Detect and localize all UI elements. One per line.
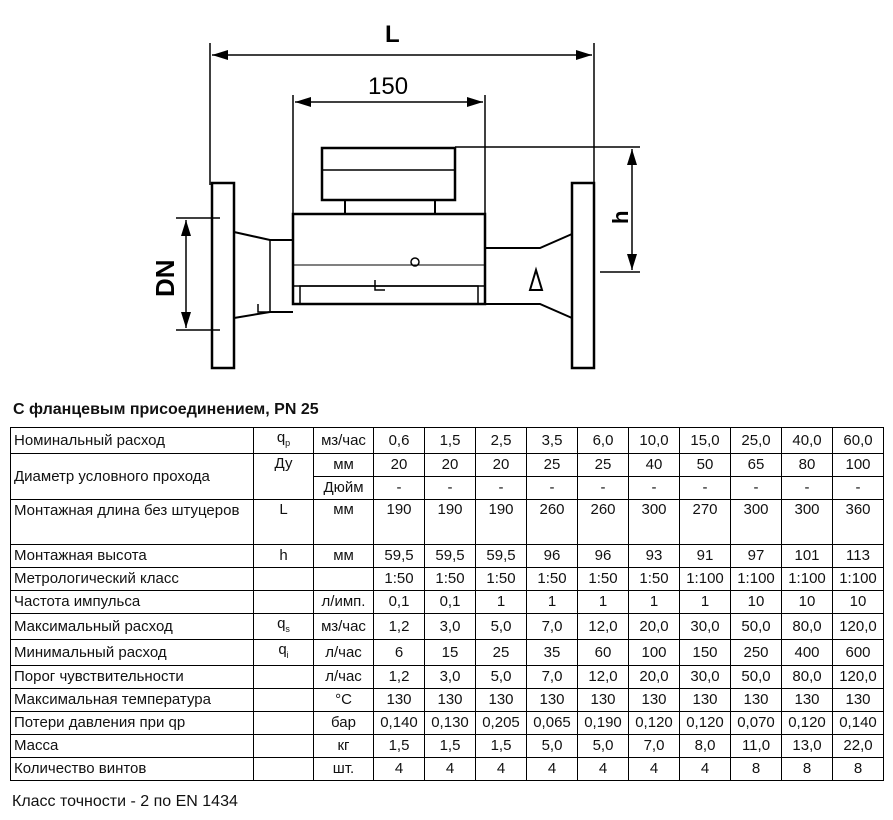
table-cell: 10 (731, 591, 782, 614)
table-cell: 50 (680, 454, 731, 477)
table-cell: 3,0 (425, 666, 476, 689)
table-row (11, 591, 884, 614)
row-unit: мз/час (314, 614, 374, 640)
table-cell: 60,0 (833, 428, 884, 454)
row-symbol: Ду (254, 454, 314, 500)
table-row (11, 454, 884, 477)
table-cell: 0,205 (476, 712, 527, 735)
table-cell: 40,0 (782, 428, 833, 454)
table-cell: 1:100 (782, 568, 833, 591)
row-name: Частота импульса (11, 591, 254, 614)
row-name: Диаметр условного прохода (11, 454, 254, 500)
table-cell: 1,5 (374, 735, 425, 758)
table-cell: 6,0 (578, 428, 629, 454)
table-cell: 12,0 (578, 666, 629, 689)
table-cell: 50,0 (731, 614, 782, 640)
table-cell: 93 (629, 545, 680, 568)
table-cell: - (680, 477, 731, 500)
table-cell: 0,1 (374, 591, 425, 614)
label-L: L (385, 21, 400, 48)
table-cell: 130 (527, 689, 578, 712)
row-symbol (254, 758, 314, 781)
row-unit: л/час (314, 666, 374, 689)
table-cell: 0,6 (374, 428, 425, 454)
table-cell: 0,070 (731, 712, 782, 735)
table-cell: 80 (782, 454, 833, 477)
table-cell: 40 (629, 454, 680, 477)
table-row (11, 758, 884, 781)
table-row (11, 712, 884, 735)
row-name: Максимальная температура (11, 689, 254, 712)
row-symbol (254, 735, 314, 758)
table-cell: 65 (731, 454, 782, 477)
table-cell: 1:100 (833, 568, 884, 591)
table-cell: 0,190 (578, 712, 629, 735)
table-cell: 20 (476, 454, 527, 477)
row-symbol (254, 712, 314, 735)
table-cell: 15,0 (680, 428, 731, 454)
row-symbol (254, 568, 314, 591)
table-cell: 130 (629, 689, 680, 712)
row-unit: шт. (314, 758, 374, 781)
table-cell: 8,0 (680, 735, 731, 758)
table-cell: - (731, 477, 782, 500)
table-cell: 1:100 (731, 568, 782, 591)
label-DN: DN (150, 259, 180, 297)
table-cell: 1 (476, 591, 527, 614)
table-cell: 35 (527, 640, 578, 666)
table-cell: 1:50 (578, 568, 629, 591)
row-unit: мм (314, 500, 374, 545)
table-row (11, 666, 884, 689)
table-cell: 130 (782, 689, 833, 712)
row-unit: мз/час (314, 428, 374, 454)
table-cell: 3,5 (527, 428, 578, 454)
table-cell: 130 (680, 689, 731, 712)
table-cell: 15 (425, 640, 476, 666)
table-cell: 80,0 (782, 614, 833, 640)
table-row (11, 614, 884, 640)
table-row (11, 428, 884, 454)
table-cell: 260 (578, 500, 629, 545)
table-cell: 300 (731, 500, 782, 545)
table-cell: 400 (782, 640, 833, 666)
table-row (11, 568, 884, 591)
row-unit: бар (314, 712, 374, 735)
table-cell: 0,130 (425, 712, 476, 735)
table-cell: 10 (782, 591, 833, 614)
table-cell: 50,0 (731, 666, 782, 689)
table-cell: 190 (476, 500, 527, 545)
table-cell: 8 (782, 758, 833, 781)
table-cell: 120,0 (833, 614, 884, 640)
table-cell: 101 (782, 545, 833, 568)
table-cell: 4 (527, 758, 578, 781)
table-cell: 360 (833, 500, 884, 545)
table-cell: 1,5 (476, 735, 527, 758)
row-symbol: $q_p$ (254, 428, 314, 454)
table-cell: - (527, 477, 578, 500)
row-name: Номинальный расход (11, 428, 254, 454)
table-cell: 20 (374, 454, 425, 477)
table-cell: - (476, 477, 527, 500)
table-cell: 59,5 (476, 545, 527, 568)
table-cell: 96 (527, 545, 578, 568)
table-cell: 11,0 (731, 735, 782, 758)
table-cell: 1:50 (425, 568, 476, 591)
table-cell: - (425, 477, 476, 500)
table-cell: 1 (527, 591, 578, 614)
table-cell: 25,0 (731, 428, 782, 454)
table-cell: 0,120 (629, 712, 680, 735)
table-cell: 1,5 (425, 735, 476, 758)
row-unit: л/имп. (314, 591, 374, 614)
table-cell: 13,0 (782, 735, 833, 758)
meter-drawing (0, 0, 893, 400)
table-cell: 22,0 (833, 735, 884, 758)
table-cell: 8 (833, 758, 884, 781)
table-cell: 5,0 (578, 735, 629, 758)
table-cell: 130 (476, 689, 527, 712)
row-name: Минимальный расход (11, 640, 254, 666)
table-cell: 0,065 (527, 712, 578, 735)
table-cell: 8 (731, 758, 782, 781)
table-cell: 20,0 (629, 614, 680, 640)
table-cell: 5,0 (476, 614, 527, 640)
row-symbol: h (254, 545, 314, 568)
table-cell: 4 (629, 758, 680, 781)
table-cell: 12,0 (578, 614, 629, 640)
table-cell: 4 (425, 758, 476, 781)
table-cell: 25 (476, 640, 527, 666)
table-cell: 7,0 (527, 614, 578, 640)
row-name: Масса (11, 735, 254, 758)
footer-accuracy-note: Класс точности - 2 по EN 1434 (12, 793, 238, 810)
table-cell: 190 (374, 500, 425, 545)
table-cell: 4 (476, 758, 527, 781)
row-unit: Дюйм (314, 477, 374, 500)
table-cell: 2,5 (476, 428, 527, 454)
table-cell: 25 (578, 454, 629, 477)
table-cell: 0,140 (833, 712, 884, 735)
row-unit: л/час (314, 640, 374, 666)
table-cell: 113 (833, 545, 884, 568)
row-unit: кг (314, 735, 374, 758)
table-cell: 30,0 (680, 666, 731, 689)
row-name: Порог чувствительности (11, 666, 254, 689)
table-cell: 1:50 (527, 568, 578, 591)
table-row (11, 545, 884, 568)
table-cell: 300 (782, 500, 833, 545)
table-cell: 130 (374, 689, 425, 712)
table-row (11, 689, 884, 712)
table-cell: 100 (629, 640, 680, 666)
row-unit: °С (314, 689, 374, 712)
table-cell: 80,0 (782, 666, 833, 689)
label-h: h (608, 210, 633, 224)
table-cell: 10 (833, 591, 884, 614)
table-cell: 30,0 (680, 614, 731, 640)
row-name: Потери давления при qр (11, 712, 254, 735)
table-cell: 260 (527, 500, 578, 545)
table-cell: 60 (578, 640, 629, 666)
spec-table (10, 427, 884, 781)
table-cell: 6 (374, 640, 425, 666)
table-cell: 1,5 (425, 428, 476, 454)
table-row (11, 500, 884, 545)
table-cell: 96 (578, 545, 629, 568)
row-symbol (254, 689, 314, 712)
table-cell: 4 (374, 758, 425, 781)
table-cell: 1:50 (629, 568, 680, 591)
table-cell: 7,0 (629, 735, 680, 758)
row-unit: мм (314, 454, 374, 477)
table-cell: 130 (425, 689, 476, 712)
table-row (11, 735, 884, 758)
table-cell: - (374, 477, 425, 500)
table-cell: 10,0 (629, 428, 680, 454)
table-cell: 25 (527, 454, 578, 477)
row-symbol (254, 591, 314, 614)
table-cell: 270 (680, 500, 731, 545)
table-cell: - (629, 477, 680, 500)
table-cell: - (782, 477, 833, 500)
table-cell: 4 (578, 758, 629, 781)
table-cell: 4 (680, 758, 731, 781)
table-row (11, 640, 884, 666)
table-cell: 130 (731, 689, 782, 712)
table-cell: 1,2 (374, 666, 425, 689)
table-cell: 5,0 (527, 735, 578, 758)
table-cell: 0,140 (374, 712, 425, 735)
table-cell: 300 (629, 500, 680, 545)
row-symbol: $q_s$ (254, 614, 314, 640)
table-cell: 20 (425, 454, 476, 477)
table-cell: 250 (731, 640, 782, 666)
row-unit: мм (314, 545, 374, 568)
row-name: Метрологический класс (11, 568, 254, 591)
table-cell: 0,120 (782, 712, 833, 735)
table-cell: - (578, 477, 629, 500)
row-unit (314, 568, 374, 591)
table-cell: 600 (833, 640, 884, 666)
table-cell: 59,5 (374, 545, 425, 568)
table-cell: 130 (578, 689, 629, 712)
label-150: 150 (368, 73, 409, 100)
table-cell: 3,0 (425, 614, 476, 640)
row-symbol (254, 666, 314, 689)
table-cell: 5,0 (476, 666, 527, 689)
table-cell: 1,2 (374, 614, 425, 640)
table-cell: 1 (578, 591, 629, 614)
table-cell: 91 (680, 545, 731, 568)
table-cell: 1:50 (374, 568, 425, 591)
row-symbol: L (254, 500, 314, 545)
section-title: С фланцевым присоединением, PN 25 (13, 401, 319, 418)
table-cell: 130 (833, 689, 884, 712)
table-cell: 0,120 (680, 712, 731, 735)
table-cell: 100 (833, 454, 884, 477)
table-cell: 1 (680, 591, 731, 614)
table-cell: 7,0 (527, 666, 578, 689)
table-cell: 1:100 (680, 568, 731, 591)
table-cell: 120,0 (833, 666, 884, 689)
row-name: Монтажная длина без штуцеров (11, 500, 254, 545)
row-name: Количество винтов (11, 758, 254, 781)
table-cell: 150 (680, 640, 731, 666)
row-symbol: $q_i$ (254, 640, 314, 666)
table-cell: - (833, 477, 884, 500)
table-cell: 97 (731, 545, 782, 568)
table-cell: 190 (425, 500, 476, 545)
table-cell: 0,1 (425, 591, 476, 614)
table-cell: 20,0 (629, 666, 680, 689)
row-name: Монтажная высота (11, 545, 254, 568)
table-cell: 59,5 (425, 545, 476, 568)
table-cell: 1:50 (476, 568, 527, 591)
row-name: Максимальный расход (11, 614, 254, 640)
table-cell: 1 (629, 591, 680, 614)
